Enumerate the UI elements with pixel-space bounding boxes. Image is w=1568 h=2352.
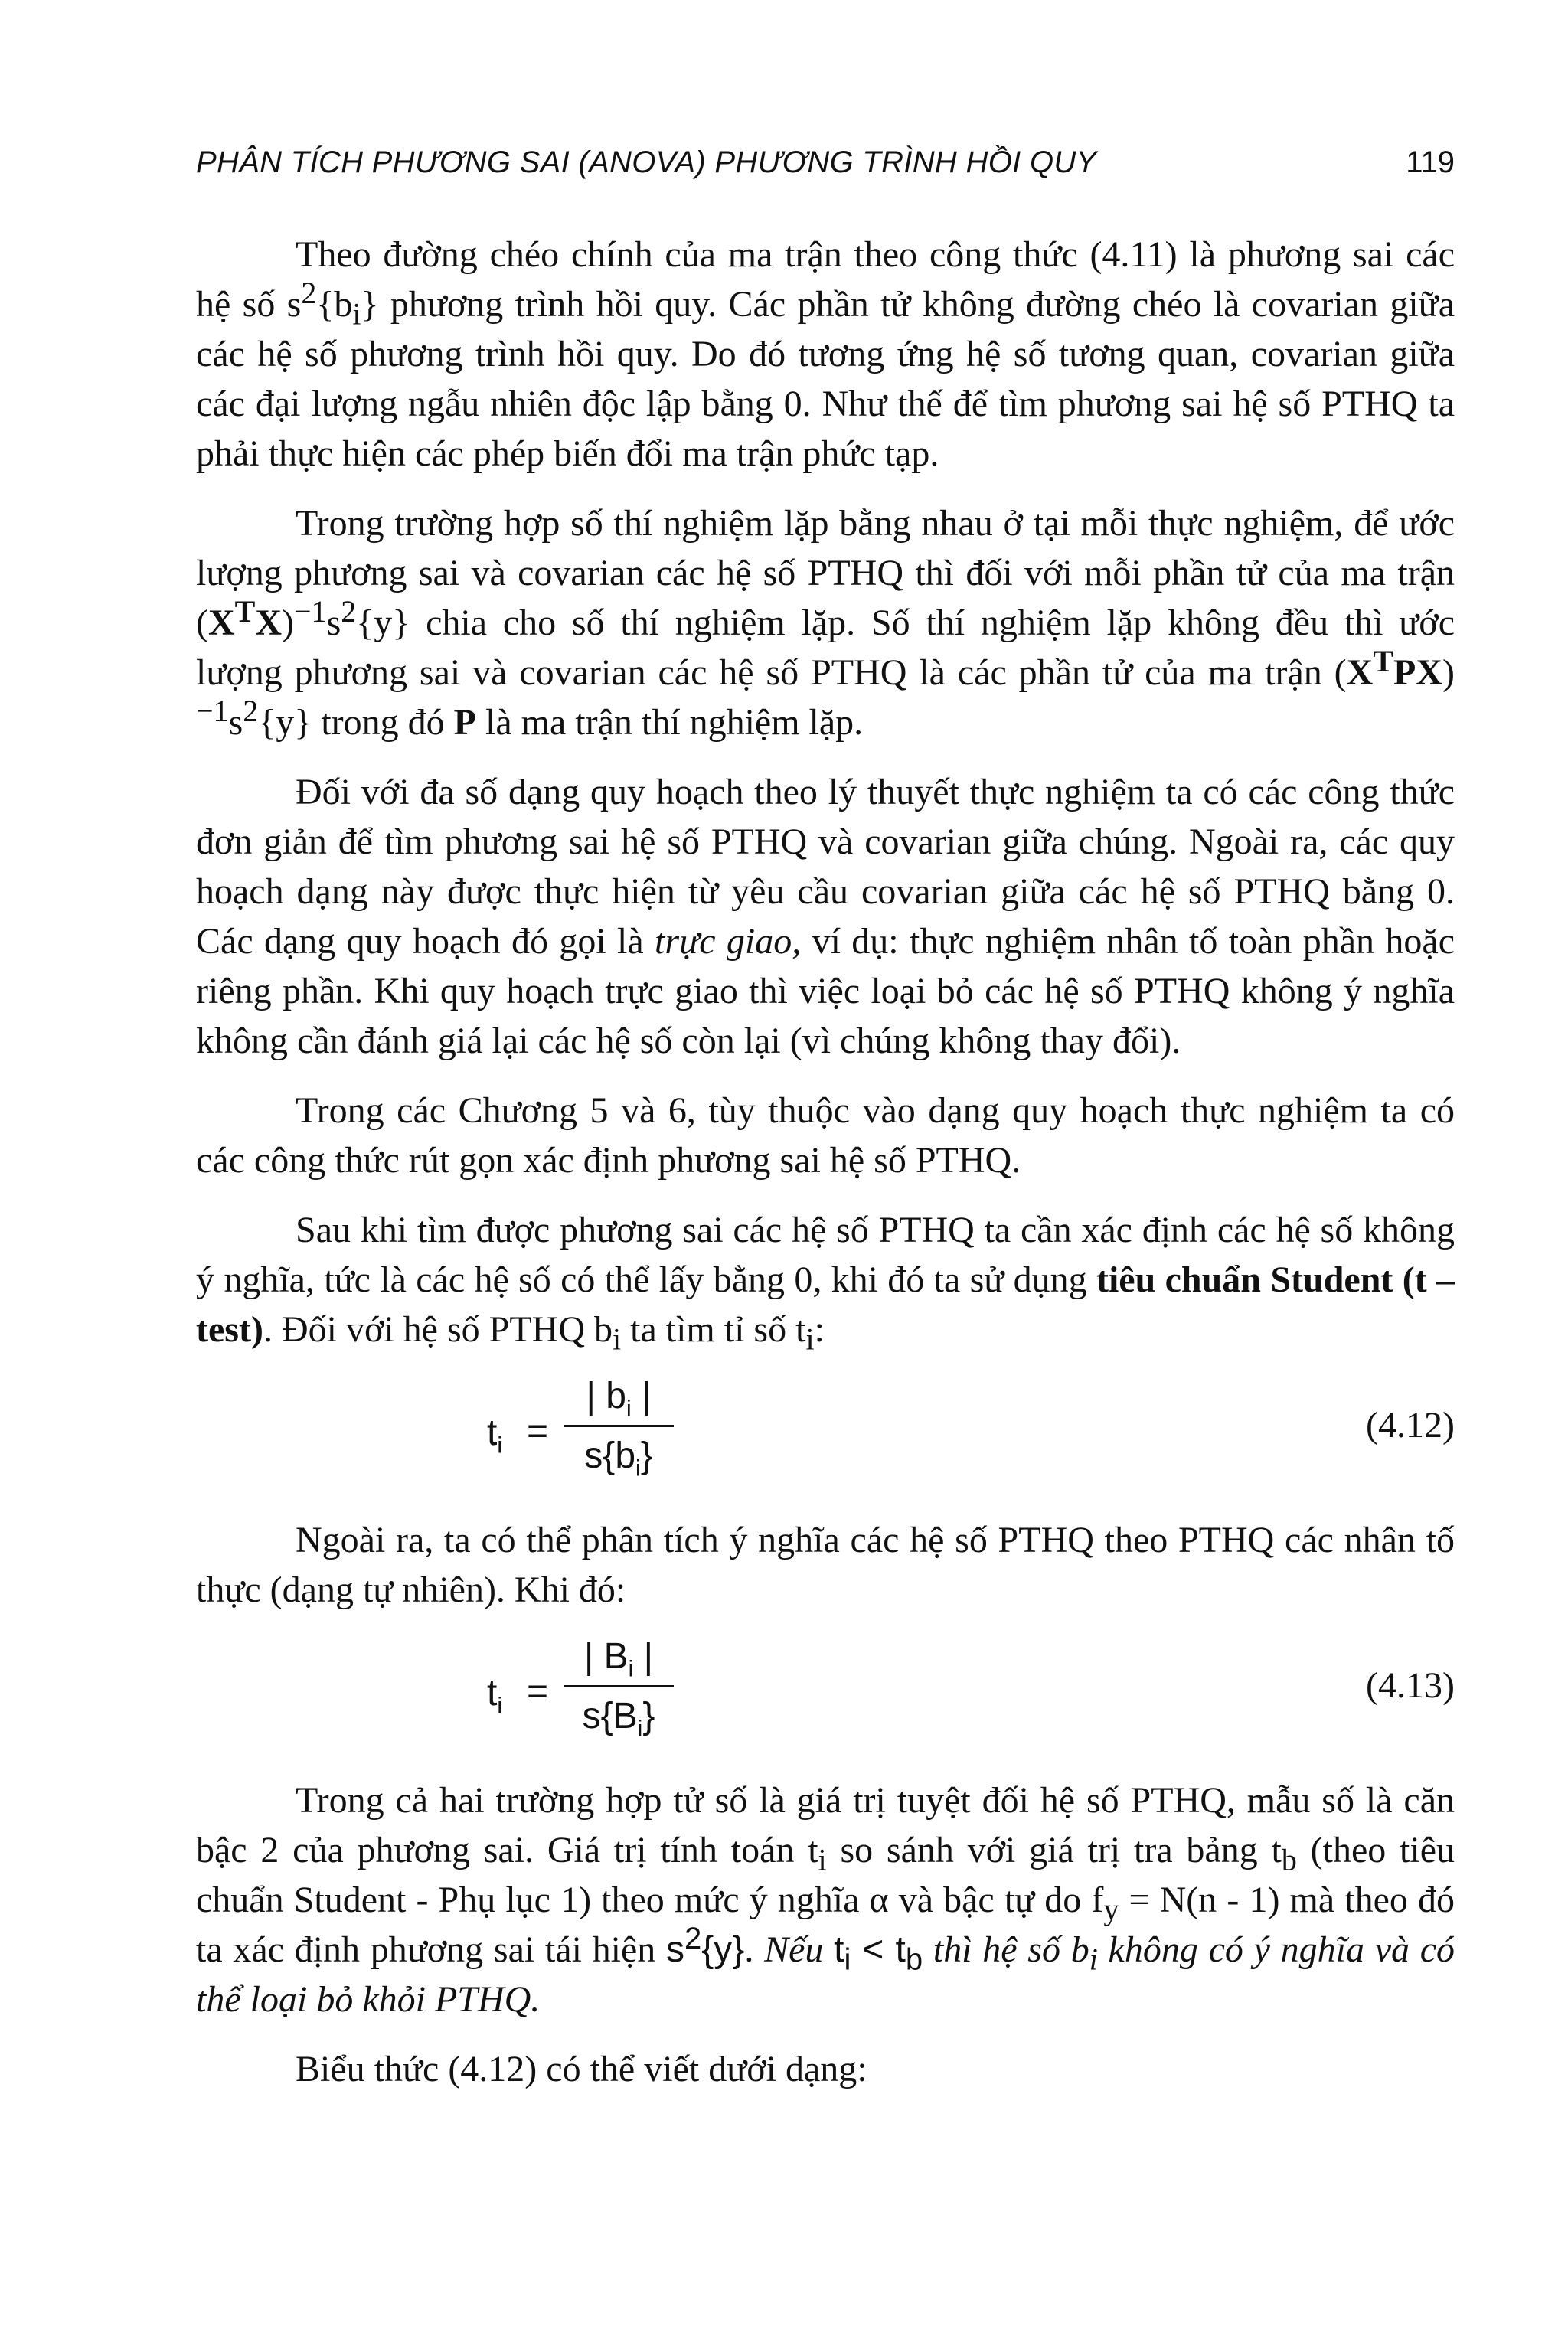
transpose-mark: T bbox=[1373, 644, 1394, 678]
denominator: $s\{B_i\}$ bbox=[582, 1696, 655, 1742]
text-span: (theo tiêu chuẩn Student - Phụ lục 1) theo mức ý nghĩa α và bậc tự do f bbox=[196, 1830, 1455, 1920]
text-span: ) bbox=[1442, 652, 1455, 693]
text-span: {y} chia cho số thí nghiệm lặp. Số thí nghiệm lặp không đều thì ước lượng phương sai và covarian các hệ số PTHQ là các phần tử của ma trận ( bbox=[196, 603, 1455, 693]
matrix-symbol: X bbox=[255, 603, 283, 643]
subscript: i bbox=[818, 1842, 827, 1877]
equation-number: (4.13) bbox=[1366, 1665, 1455, 1706]
subscript: i bbox=[805, 1321, 815, 1357]
subscript: i bbox=[612, 1321, 622, 1357]
running-header bbox=[196, 145, 1455, 191]
superscript: −1 bbox=[294, 594, 327, 629]
text-span: Theo đường chéo chính của ma trận theo công thức (4.11) là phương sai các hệ số s bbox=[196, 234, 1455, 325]
emphasis: Nếu bbox=[764, 1929, 835, 1970]
equation-lhs: $t_i$ bbox=[487, 1413, 503, 1459]
matrix-symbol: PX bbox=[1393, 652, 1443, 693]
subscript: y bbox=[1103, 1892, 1119, 1927]
paragraph-3 bbox=[196, 767, 1455, 1066]
matrix-symbol: P bbox=[453, 702, 476, 743]
header-title: PHÂN TÍCH PHƯƠNG SAI (ANOVA) PHƯƠNG TRÌNH HỒI QUY bbox=[196, 145, 1097, 179]
paragraph-1 bbox=[196, 230, 1455, 479]
paragraph-4: Trong các Chương 5 và 6, tùy thuộc vào dạng quy hoạch thực nghiệm ta có các công thức rút gọn xác định phương sai hệ số PTHQ. bbox=[196, 1090, 1455, 1181]
text-span: là ma trận thí nghiệm lặp. bbox=[475, 702, 864, 743]
numerator: | $B_i$ | bbox=[583, 1636, 654, 1682]
text-span: : bbox=[814, 1309, 825, 1350]
text-span: so sánh với giá trị tra bảng t bbox=[826, 1830, 1282, 1870]
equation-4-12 bbox=[196, 1374, 1455, 1489]
text-span: ta tìm tỉ số t bbox=[621, 1309, 806, 1350]
matrix-symbol: X bbox=[207, 603, 235, 643]
equals-sign: = bbox=[527, 1411, 549, 1452]
fraction-bar bbox=[564, 1425, 674, 1427]
denominator: $s\{b_i\}$ bbox=[584, 1436, 653, 1481]
transpose-mark: T bbox=[234, 594, 256, 629]
fraction-bar bbox=[564, 1685, 674, 1687]
text-span: . bbox=[744, 1929, 765, 1970]
body-text bbox=[196, 230, 1455, 2094]
text-span: ) bbox=[282, 603, 294, 643]
text-span: {b bbox=[316, 284, 353, 325]
text-span: } phương trình hồi quy. Các phần tử không đường chéo là covarian giữa các hệ số phương trình hồi quy. Do đó tương ứng hệ số tương quan, covarian giữa các đại lượng ngẫu nhiên độc lập bằng 0. Như thế để tìm phương sai hệ số PTHQ ta phải thực hiện các phép biến đổi ma trận phức tạp. bbox=[196, 284, 1455, 474]
text-span: Trong trường hợp số thí nghiệm lặp bằng nhau ở tại mỗi thực nghiệm, để ước lượng phương sai và covarian các hệ số PTHQ thì đối với mỗi phần tử của ma trận ( bbox=[196, 503, 1455, 643]
equation-lhs: $t_i$ bbox=[487, 1673, 503, 1719]
equation-4-13 bbox=[196, 1635, 1455, 1749]
inline-formula: $s^2\{y\}$ bbox=[666, 1922, 745, 1970]
text-span: . Đối với hệ số PTHQ b bbox=[263, 1309, 612, 1350]
text-span: {y} trong đó bbox=[258, 702, 454, 743]
text-span: Đối với đa số dạng quy hoạch theo lý thuyết thực nghiệm ta có các công thức đơn giản để tìm phương sai hệ số PTHQ và covarian giữa chúng. Ngoài ra, các quy hoạch dạng này được thực hiện từ yêu cầu covarian giữa các hệ số PTHQ bằng 0. Các dạng quy hoạch đó gọi là bbox=[196, 772, 1455, 962]
text-span: Trong cả hai trường hợp tử số là giá trị tuyệt đối hệ số PTHQ, mẫu số là căn bậc 2 của phương sai. Giá trị tính toán t bbox=[196, 1780, 1455, 1870]
equation-number: (4.12) bbox=[1366, 1405, 1455, 1446]
superscript: 2 bbox=[243, 694, 259, 728]
text-span: s bbox=[326, 603, 341, 643]
subscript: i bbox=[352, 296, 361, 332]
page-number: 119 bbox=[1406, 145, 1455, 179]
text-span: Sau khi tìm được phương sai các hệ số PTHQ ta cần xác định các hệ số không ý nghĩa, tức là các hệ số có thể lấy bằng 0, khi đó ta sử dụng bbox=[196, 1210, 1455, 1300]
superscript: −1 bbox=[196, 694, 229, 728]
emphasis: thì hệ số $b_i$ không có ý nghĩa và có thể loại bỏ khỏi PTHQ. bbox=[196, 1929, 1455, 2020]
matrix-symbol: X bbox=[1346, 652, 1374, 693]
text-span: ví dụ: thực nghiệm nhân tố toàn phần hoặc riêng phần. Khi quy hoạch trực giao thì việc loại bỏ các hệ số PTHQ không ý nghĩa không cần đánh giá lại các hệ số còn lại (vì chúng không thay đổi). bbox=[196, 921, 1455, 1061]
equals-sign: = bbox=[527, 1671, 549, 1712]
paragraph-7 bbox=[196, 1775, 1455, 2024]
numerator: | $b_i$ | bbox=[586, 1376, 652, 1422]
paragraph-8: Biểu thức (4.12) có thể viết dưới dạng: bbox=[296, 2049, 867, 2089]
bold-term: tiêu chuẩn Student (t – test) bbox=[196, 1259, 1455, 1350]
subscript: b bbox=[1281, 1842, 1297, 1877]
inline-formula: $t_i < t_b$ bbox=[834, 1929, 923, 1977]
text-span: s bbox=[228, 702, 243, 743]
paragraph-2 bbox=[196, 498, 1455, 747]
text-span: = N(n - 1) mà theo đó ta xác định phương sai tái hiện bbox=[196, 1880, 1455, 1970]
superscript: 2 bbox=[301, 276, 317, 310]
paragraph-6: Ngoài ra, ta có thể phân tích ý nghĩa các hệ số PTHQ theo PTHQ các nhân tố thực (dạng tự nhiên). Khi đó: bbox=[196, 1520, 1455, 1610]
superscript: 2 bbox=[341, 594, 357, 629]
paragraph-5 bbox=[196, 1205, 1455, 1357]
emphasis: trực giao, bbox=[655, 921, 802, 962]
